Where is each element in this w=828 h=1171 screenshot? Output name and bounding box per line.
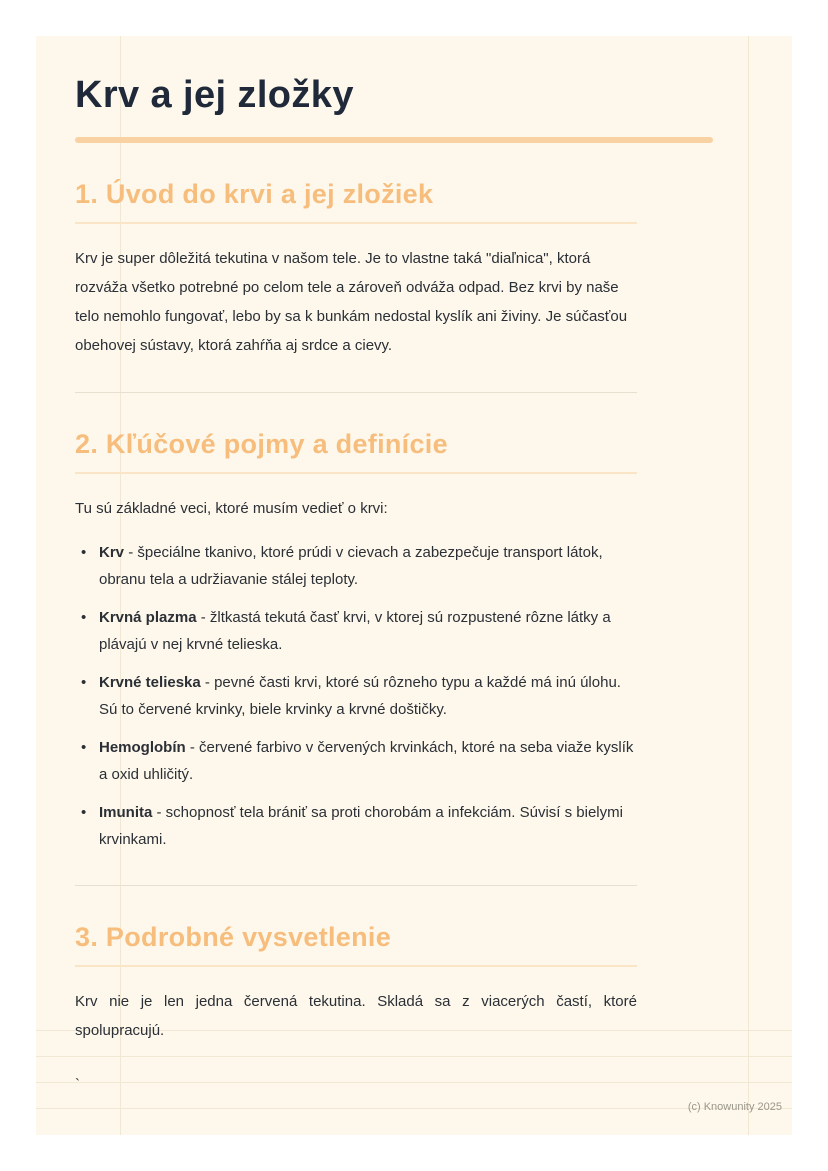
term-label: Hemoglobín	[99, 739, 186, 756]
page-title: Krv a jej zložky	[75, 74, 354, 116]
ruled-horizontal-line	[36, 1108, 792, 1109]
section-divider	[75, 392, 637, 393]
definition-item	[75, 734, 637, 788]
section-explanation	[75, 922, 637, 1098]
section-2-intro: Tu sú základné veci, ktoré musím vedieť o krvi:	[75, 500, 388, 517]
section-definitions	[75, 429, 637, 853]
term-definition: - schopnosť tela brániť sa proti chorobám a infekciám. Súvisí s bielymi krvinkami.	[99, 804, 623, 848]
section-3-underline	[75, 965, 637, 967]
term-definition: - špeciálne tkanivo, ktoré prúdi v cievach a zabezpečuje transport látok, obranu tela a udržiavanie stálej teploty.	[99, 544, 603, 588]
term-label: Krvné telieska	[99, 674, 201, 691]
definition-item	[75, 669, 637, 723]
stray-backtick: `	[75, 1076, 80, 1093]
definition-item	[75, 799, 637, 853]
section-1-underline	[75, 222, 637, 224]
document-content	[75, 74, 637, 1098]
definition-item	[75, 539, 637, 593]
section-1-heading: 1. Úvod do krvi a jej zložiek	[75, 179, 434, 209]
definition-item	[75, 604, 637, 658]
term-label: Imunita	[99, 804, 153, 821]
section-1-paragraph: Krv je super dôležitá tekutina v našom tele. Je to vlastne taká "diaľnica", ktorá rozváža všetko potrebné po celom tele a zároveň odváža odpad. Bez krvi by naše telo nemohlo fungovať, lebo by sa k bunkám nedostal kyslík ani živiny. Je súčasťou obehovej sústavy, ktorá zahŕňa aj srdce a cievy.	[75, 250, 628, 354]
title-accent-bar	[75, 137, 713, 143]
term-label: Krv	[99, 544, 125, 561]
section-3-heading: 3. Podrobné vysvetlenie	[75, 922, 392, 952]
term-label: Krvná plazma	[99, 609, 197, 626]
document-page	[36, 36, 792, 1135]
section-intro	[75, 179, 637, 360]
definition-list	[75, 539, 637, 853]
section-3-paragraph: Krv nie je len jedna červená tekutina. Skladá sa z viacerých častí, ktoré spolupracujú.	[75, 993, 637, 1039]
footer-credit: (c) Knowunity 2025	[687, 1101, 782, 1113]
section-divider	[75, 885, 637, 886]
term-definition: - pevné časti krvi, ktoré sú rôzneho typu a každé má inú úlohu. Sú to červené krvinky, biele krvinky a krvné doštičky.	[99, 674, 621, 718]
section-2-underline	[75, 472, 637, 474]
ruled-vertical-line-right	[748, 36, 749, 1135]
term-definition: - červené farbivo v červených krvinkách, ktoré na seba viaže kyslík a oxid uhličitý.	[99, 739, 634, 783]
term-definition: - žltkastá tekutá časť krvi, v ktorej sú rozpustené rôzne látky a plávajú v nej krvné telieska.	[99, 609, 611, 653]
section-2-heading: 2. Kľúčové pojmy a definície	[75, 429, 448, 459]
